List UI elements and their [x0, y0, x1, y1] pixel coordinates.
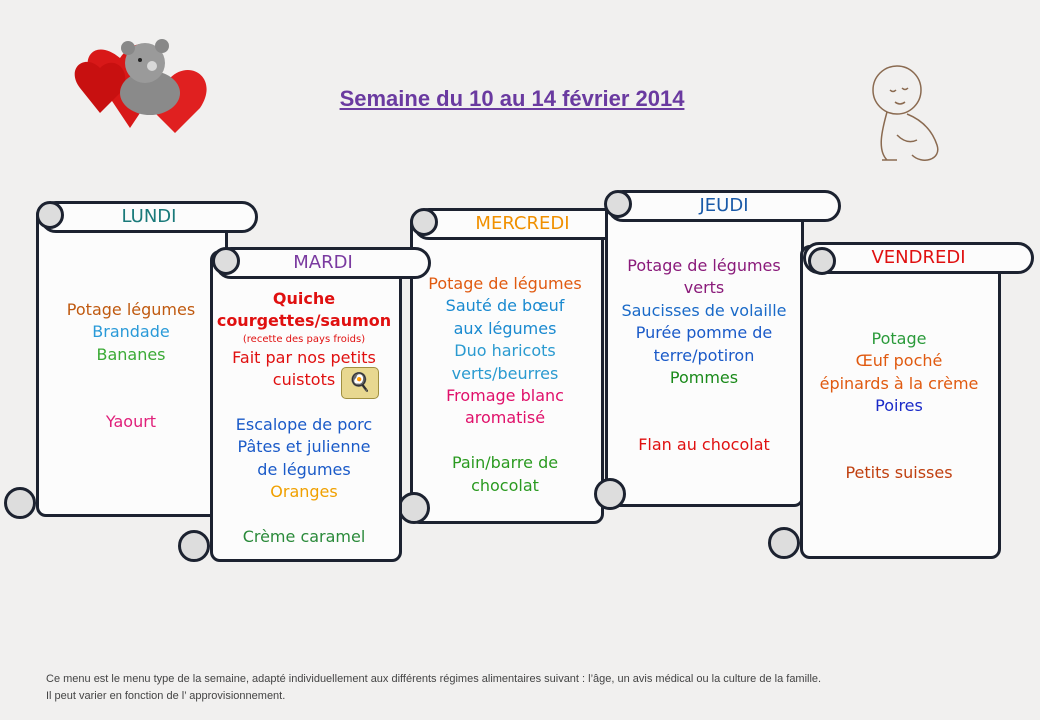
menu-item: Duo haricots [454, 341, 556, 361]
menu-item: Poires [875, 396, 923, 416]
menu-item: Petits suisses [845, 463, 953, 483]
menu-item: Potage de légumes [428, 274, 582, 293]
menu-item: Saucisses de volaille [621, 300, 787, 320]
menu-item: Bananes [96, 344, 166, 364]
menu-item: Oranges [270, 482, 338, 502]
menu-item [605, 389, 803, 411]
menu-item: Quiche [272, 289, 336, 308]
menu-item: aromatisé [464, 408, 546, 428]
menu-item [800, 440, 998, 462]
footer-line: Il peut varier en fonction de l’ approvisionnement. [46, 690, 286, 702]
day-name: MARDI [293, 252, 353, 273]
menu-item: Pâtes et julienne [237, 437, 371, 457]
menu-item: verts [683, 278, 725, 298]
menu-item: Pommes [669, 367, 739, 387]
menu-item: courgettes/saumon [216, 311, 392, 331]
day-header-mardi [215, 247, 431, 279]
menu-item: Flan au chocolat [638, 435, 770, 455]
menu-item: Œuf poché [855, 351, 943, 371]
menu-item: Potage légumes [66, 300, 196, 319]
menu-item: chocolat [471, 475, 539, 495]
menu-item: épinards à la crème [819, 373, 979, 393]
footer-note [46, 671, 821, 705]
menu-item [210, 504, 398, 526]
menu-item [605, 412, 803, 434]
page-title: Semaine du 10 au 14 février 2014 [339, 86, 685, 111]
chef-hat-icon: 🍳 [341, 367, 379, 399]
menu-item [410, 430, 600, 452]
day-name: JEUDI [699, 195, 749, 216]
menu-item: Potage de légumes [627, 256, 781, 275]
menu-item [800, 418, 998, 440]
menu-item: cuistots [272, 370, 336, 390]
day-header-jeudi [607, 190, 841, 222]
menu-item: de légumes [257, 459, 351, 479]
menu-item: Purée pomme de [635, 323, 773, 343]
menu-item: Brandade [92, 322, 170, 342]
day-header-lundi [40, 201, 258, 233]
day-header-vendredi [803, 242, 1034, 274]
menu-item: Escalope de porc [235, 414, 373, 434]
menu-item: Fromage blanc [446, 385, 564, 405]
menu-item [36, 366, 226, 388]
menu-item: Pain/barre de [451, 453, 559, 473]
menu-item: Potage [871, 329, 927, 348]
menu-item: Crème caramel [242, 526, 366, 546]
day-name: VENDREDI [871, 247, 966, 268]
menu-item [36, 389, 226, 411]
menu-item: aux légumes [453, 318, 557, 338]
footer-line: Ce menu est le menu type de la semaine, adapté individuellement aux différents régimes alimentaires suivant : l’âge, un avis médical ou la culture de la famille. [46, 673, 822, 685]
baby-drawing-image [862, 60, 952, 170]
day-name: LUNDI [121, 206, 177, 227]
day-header-mercredi [413, 208, 632, 240]
day-name: MERCREDI [475, 213, 570, 234]
menu-item: terre/potiron [653, 345, 755, 365]
menu-item: Fait par nos petits [232, 347, 376, 367]
menu-item: Sauté de bœuf [445, 296, 565, 316]
menu-item: Yaourt [105, 411, 157, 431]
teddy-bear-hearts-image [70, 28, 220, 140]
menu-item: verts/beurres [451, 363, 559, 383]
menu-item: (recette des pays froids) [242, 333, 366, 345]
